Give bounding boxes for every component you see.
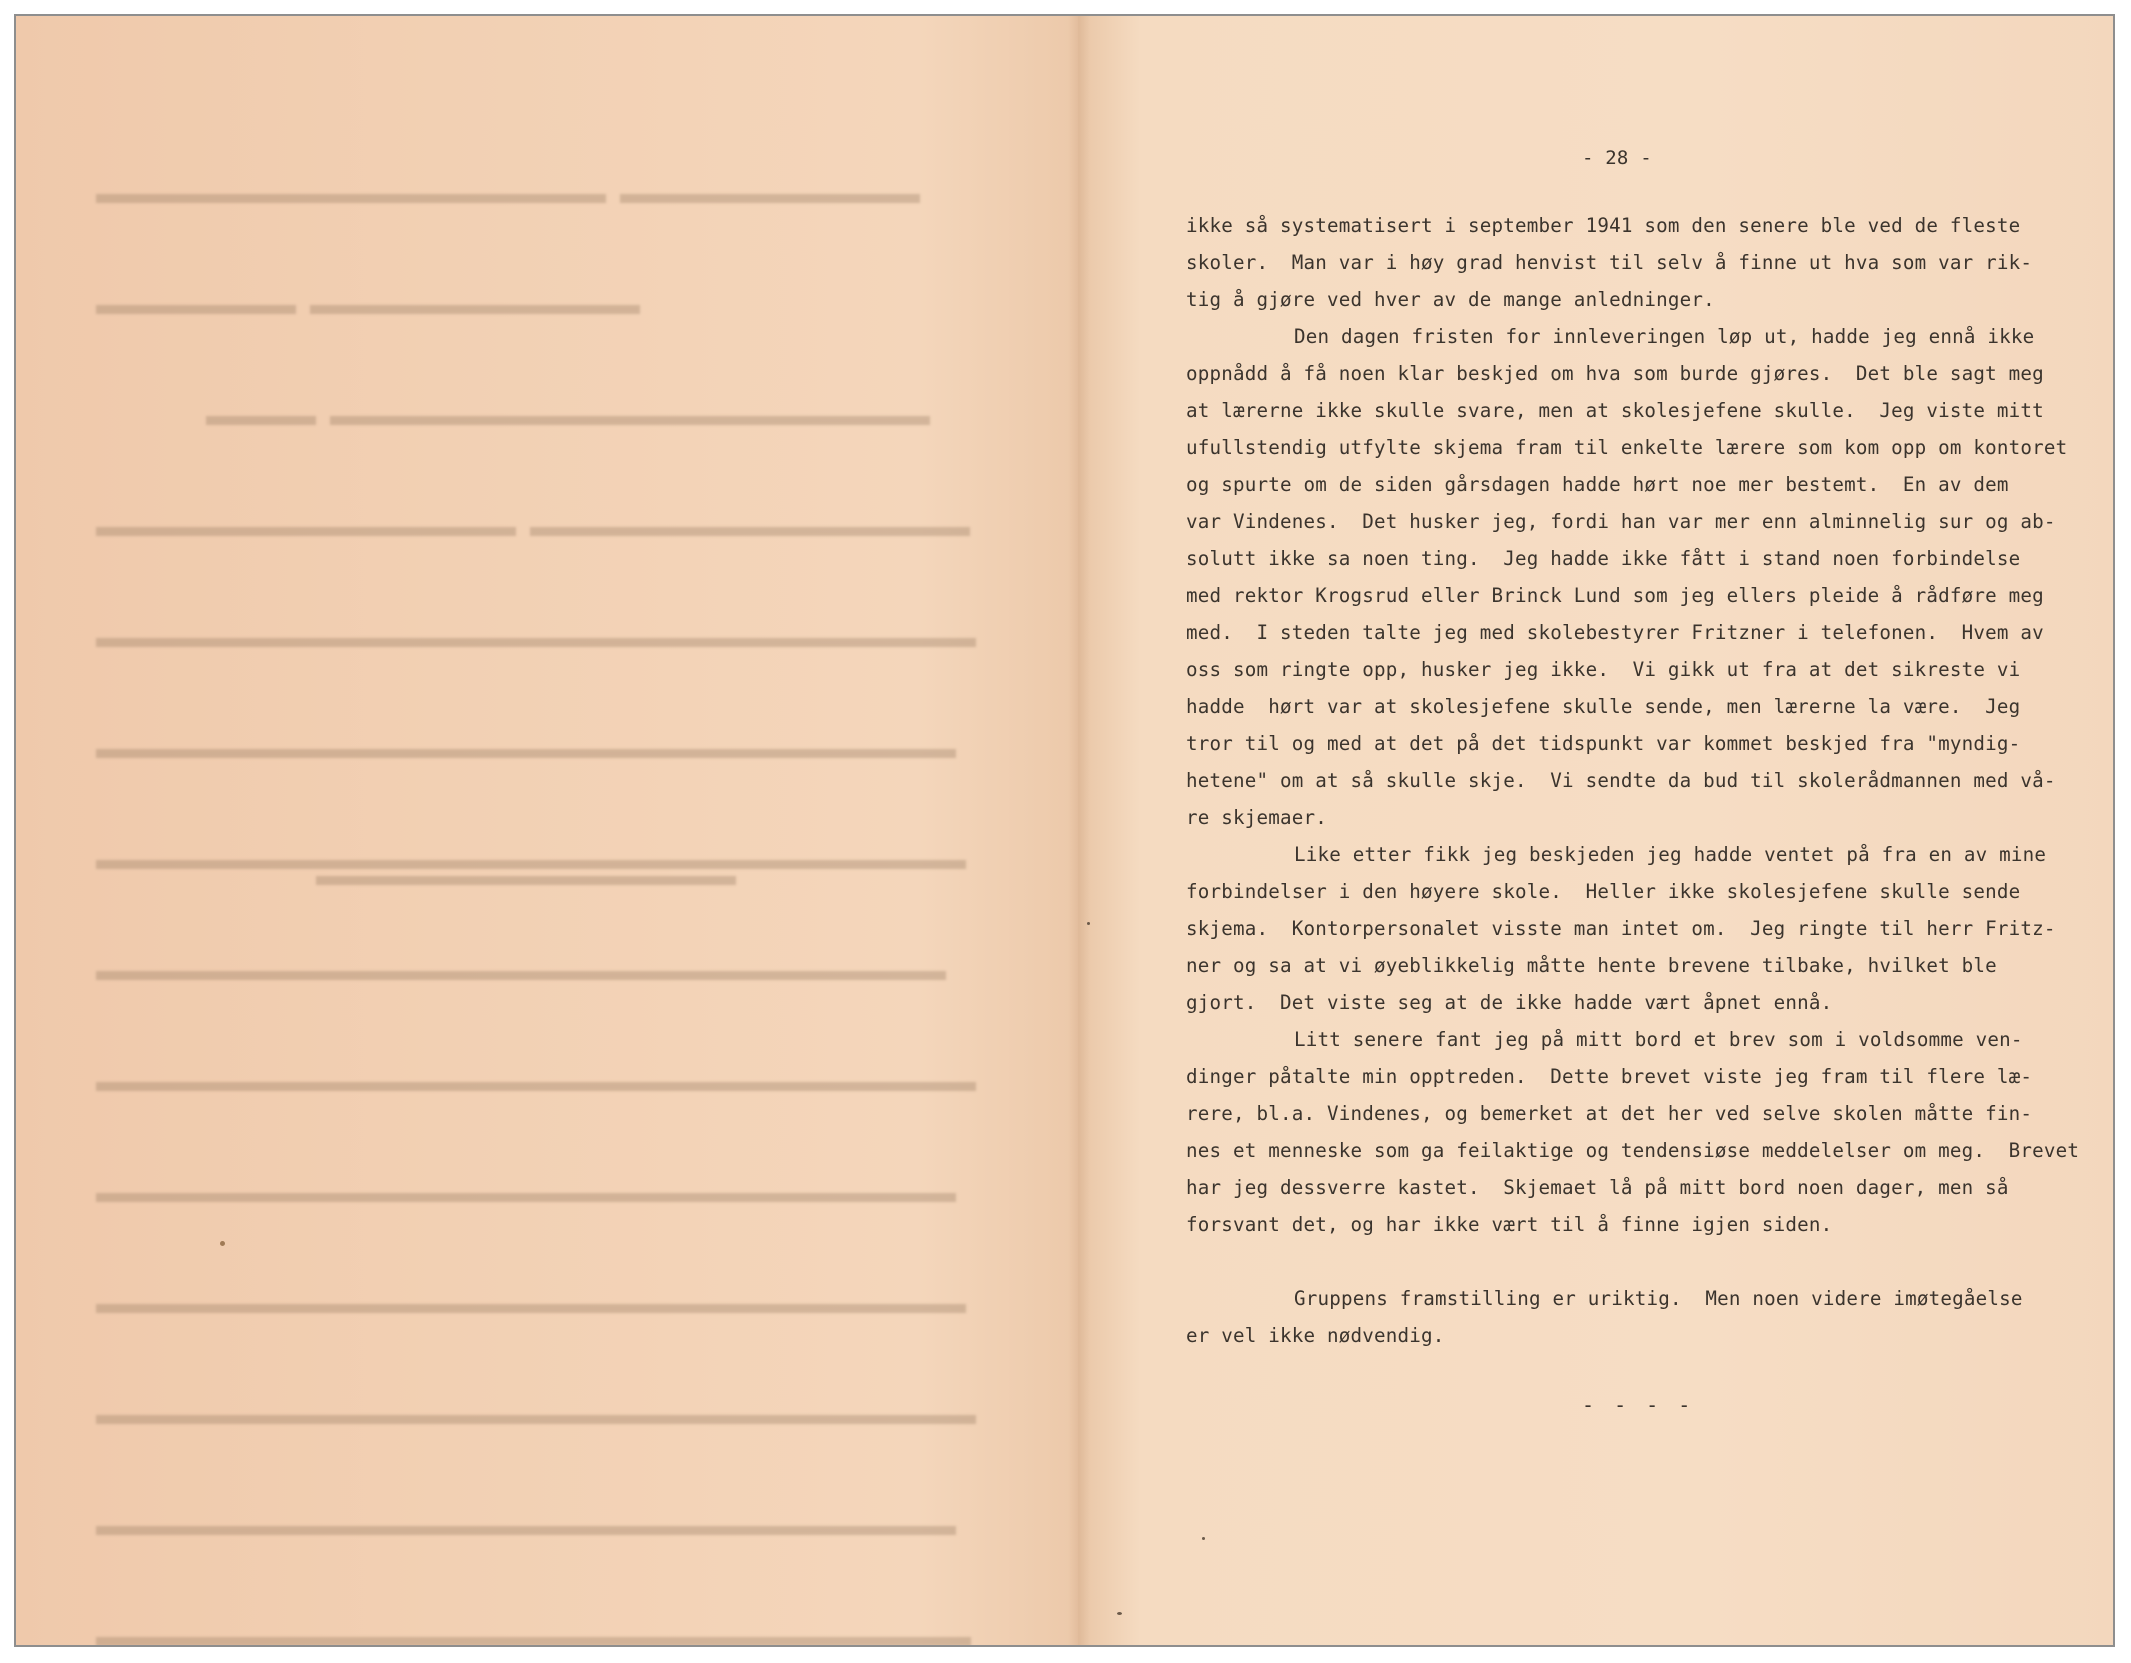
- text-line: oss som ringte opp, husker jeg ikke. Vi gikk ut fra at det sikreste vi: [1186, 658, 2021, 681]
- text-line: Den dagen fristen for innleveringen løp ut, hadde jeg ennå ikke: [1294, 325, 2035, 348]
- text-line: forsvant det, og har ikke vært til å finne igjen siden.: [1186, 1213, 1833, 1236]
- text-line: re skjemaer.: [1186, 806, 1328, 829]
- text-line: var Vindenes. Det husker jeg, fordi han var mer enn alminnelig sur og ab-: [1186, 510, 2056, 533]
- closing-mark: - - - -: [1582, 1393, 1695, 1417]
- text-line: ikke så systematisert i september 1941 som den senere ble ved de fleste: [1186, 214, 2021, 237]
- scan-speck: [220, 1241, 225, 1246]
- text-line: ufullstendig utfylte skjema fram til enkelte lærere som kom opp om kontoret: [1186, 436, 2068, 459]
- text-line: og spurte om de siden gårsdagen hadde hørt noe mer bestemt. En av dem: [1186, 473, 2009, 496]
- text-line: solutt ikke sa noen ting. Jeg hadde ikke fått i stand noen forbindelse: [1186, 547, 2021, 570]
- left-page-verso: [16, 16, 1078, 1645]
- text-line: tror til og med at det på det tidspunkt var kommet beskjed fra "myndig-: [1186, 732, 2021, 755]
- text-line: nes et menneske som ga feilaktige og tendensiøse meddelelser om meg. Brevet: [1186, 1139, 2080, 1162]
- text-line: er vel ikke nødvendig.: [1186, 1324, 1445, 1347]
- text-line: rere, bl.a. Vindenes, og bemerket at det her ved selve skolen måtte fin-: [1186, 1102, 2033, 1125]
- page-gutter: [1068, 16, 1090, 1645]
- text-line: hadde hørt var at skolesjefene skulle sende, men lærerne la være. Jeg: [1186, 695, 2021, 718]
- text-line: med. I steden talte jeg med skolebestyrer Fritzner i telefonen. Hvem av: [1186, 621, 2044, 644]
- text-line: tig å gjøre ved hver av de mange anledninger.: [1186, 288, 1715, 311]
- text-line: har jeg dessverre kastet. Skjemaet lå på mitt bord noen dager, men så: [1186, 1176, 2009, 1199]
- page-number: - 28 -: [1582, 147, 1652, 169]
- scan-speck: [1117, 1612, 1122, 1615]
- text-line: oppnådd å få noen klar beskjed om hva som burde gjøres. Det ble sagt meg: [1186, 362, 2044, 385]
- text-line: ner og sa at vi øyeblikkelig måtte hente brevene tilbake, hvilket ble: [1186, 954, 1997, 977]
- text-line: Litt senere fant jeg på mitt bord et brev som i voldsomme ven-: [1294, 1028, 2023, 1051]
- text-line: forbindelser i den høyere skole. Heller ikke skolesjefene skulle sende: [1186, 880, 2021, 903]
- text-line: skoler. Man var i høy grad henvist til selv å finne ut hva som var rik-: [1186, 251, 2033, 274]
- scan-speck: [1202, 1537, 1205, 1540]
- text-line: hetene" om at så skulle skje. Vi sendte da bud til skolerådmannen med vå-: [1186, 769, 2056, 792]
- scan-speck: [1087, 922, 1090, 925]
- text-line: at lærerne ikke skulle svare, men at skolesjefene skulle. Jeg viste mitt: [1186, 399, 2044, 422]
- text-line: Gruppens framstilling er uriktig. Men noen videre imøtegåelse: [1294, 1287, 2023, 1310]
- text-line: Like etter fikk jeg beskjeden jeg hadde ventet på fra en av mine: [1294, 843, 2047, 866]
- text-line: dinger påtalte min opptreden. Dette brevet viste jeg fram til flere læ-: [1186, 1065, 2033, 1088]
- text-line: gjort. Det viste seg at de ikke hadde vært åpnet ennå.: [1186, 991, 1833, 1014]
- bleed-through-text: [96, 106, 996, 1647]
- text-line: med rektor Krogsrud eller Brinck Lund som jeg ellers pleide å rådføre meg: [1186, 584, 2044, 607]
- body-text: [1186, 207, 2096, 1354]
- text-line: skjema. Kontorpersonalet visste man intet om. Jeg ringte til herr Fritz-: [1186, 917, 2056, 940]
